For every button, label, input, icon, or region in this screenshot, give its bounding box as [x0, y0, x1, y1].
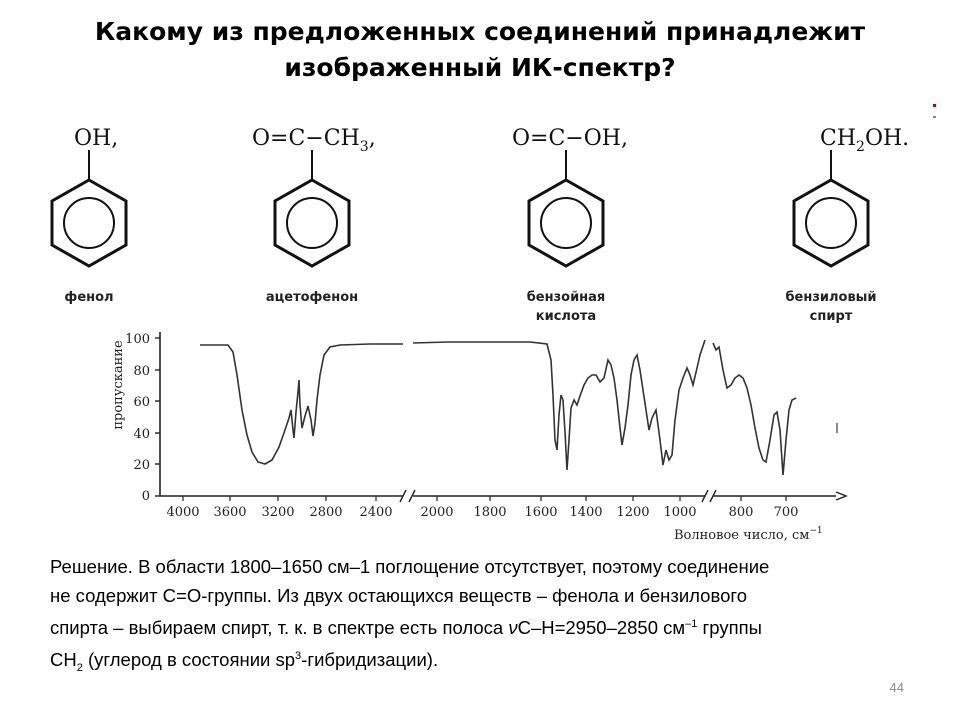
spectrum-trace — [200, 340, 796, 475]
x-tick-3600: 3600 — [213, 505, 247, 520]
formula-phenol: OH, — [74, 126, 119, 151]
ir-spectrum — [111, 117, 936, 543]
formula-acetophenone: $O=C-CH_3$, — [252, 126, 376, 155]
x-tick-1200: 1200 — [616, 505, 650, 520]
title-line-1: Какому из предложенных соединений принадлежит — [94, 17, 866, 46]
x-tick-2400: 2400 — [359, 505, 393, 520]
structure-acetophenone — [252, 126, 376, 305]
x-tick-1000: 1000 — [663, 505, 697, 520]
solution-text — [50, 552, 910, 683]
spectrum-y-label: пропускание — [111, 340, 126, 430]
x-tick-3200: 3200 — [261, 505, 295, 520]
solution-line-2: не содержит С=О-группы. Из двух остающихся веществ – фенола и бензилового — [50, 585, 748, 606]
solution-line-1: Решение. В области 1800–1650 см–1 поглощение отсутствует, поэтому соединение — [50, 556, 770, 577]
caption-acetophenone: ацетофенон — [265, 290, 359, 305]
caption-benzoic-acid-1: бензойная — [526, 290, 606, 305]
spectrum-x-label: Волновое число, $см^{-1}$ — [674, 526, 823, 543]
x-tick-1800: 1800 — [473, 505, 507, 520]
x-tick-1600: 1600 — [524, 505, 558, 520]
x-tick-1400: 1400 — [569, 505, 603, 520]
x-tick-700: 700 — [773, 505, 799, 520]
structure-benzoic-acid — [512, 126, 628, 324]
y-tick-40: 40 — [133, 427, 150, 442]
x-tick-4000: 4000 — [166, 505, 200, 520]
y-tick-100: 100 — [125, 332, 150, 347]
y-tick-80: 80 — [133, 364, 150, 379]
caption-benzyl-alcohol-1: бензиловый — [785, 290, 877, 305]
structure-phenol — [52, 126, 126, 305]
formula-benzoic-acid: O=C−OH, — [512, 126, 628, 151]
solution-line-3: спирта – выбираем спирт, т. к. в спектре есть полоса νС–Н=2950–2850 $см^{-1}$ группы — [50, 617, 762, 639]
y-tick-0: 0 — [141, 489, 150, 504]
caption-benzoic-acid-2: кислота — [535, 309, 597, 324]
caption-phenol: фенол — [64, 290, 114, 305]
page-number: 44 — [889, 680, 904, 695]
caption-benzyl-alcohol-2: спирт — [809, 309, 853, 324]
structure-benzyl-alcohol — [785, 126, 909, 324]
y-tick-60: 60 — [133, 395, 150, 410]
x-tick-800: 800 — [728, 505, 754, 520]
y-tick-20: 20 — [133, 458, 150, 473]
formula-benzyl-alcohol: $CH_2OH$. — [820, 126, 910, 155]
x-tick-2800: 2800 — [309, 505, 343, 520]
x-tick-2000: 2000 — [420, 505, 454, 520]
title-line-2: изображенный ИК-спектр? — [284, 53, 676, 82]
solution-line-4: $СН_2$ (углерод в состоянии $sp^3-гибридизации$). — [50, 649, 439, 674]
